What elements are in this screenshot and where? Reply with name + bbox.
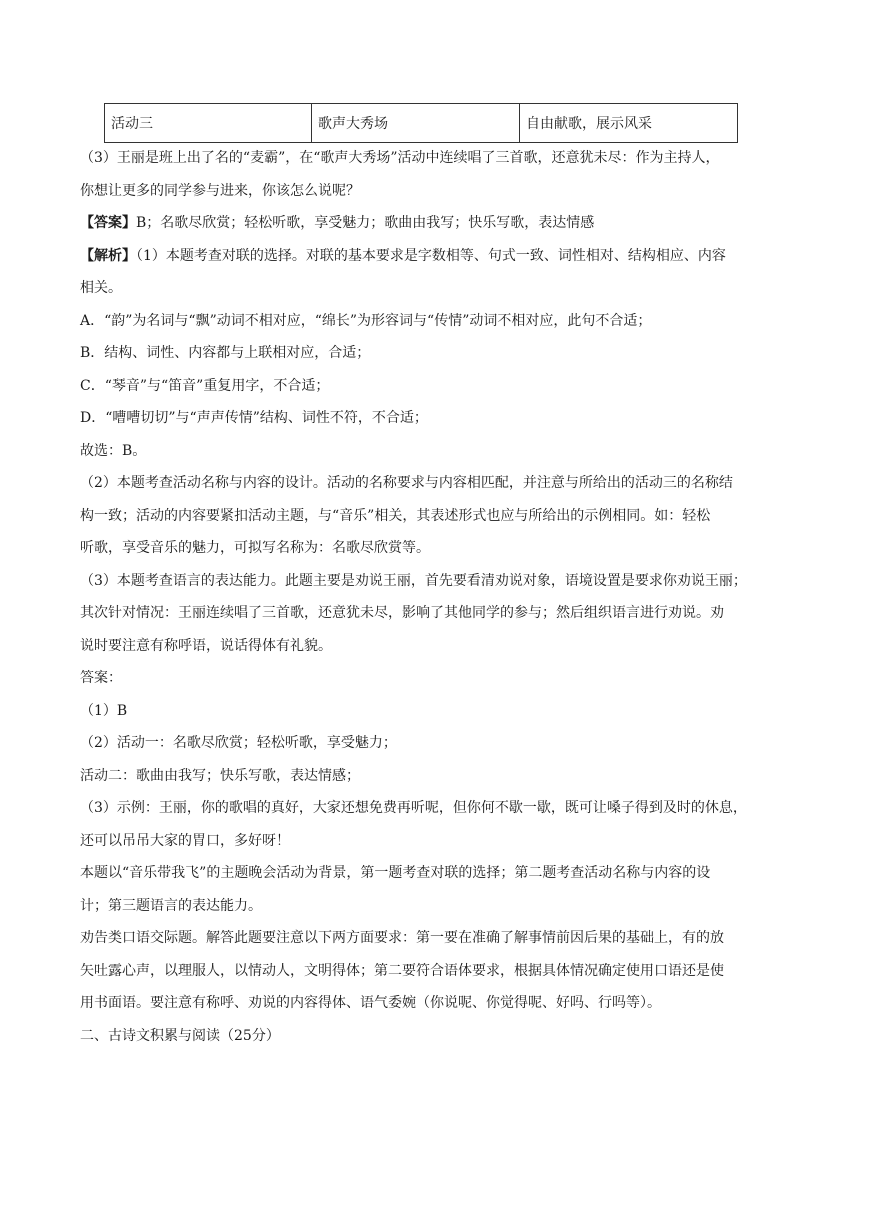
analysis-line-1 bbox=[80, 240, 792, 273]
tip-line-2: 矢吐露心声，以理服人，以情动人，文明得体；第二要符合语体要求，根据具体情况确定使用口语还是使 bbox=[80, 962, 724, 979]
answer-1: （1）B bbox=[80, 702, 128, 719]
table-cell-name: 歌声大秀场 bbox=[312, 104, 520, 143]
summary-line-1: 本题以“音乐带我飞”的主题晚会活动为背景，第一题考查对联的选择；第二题考查活动名称与内容的设 bbox=[80, 865, 711, 881]
tip-line-1: 劝告类口语交际题。解答此题要注意以下两方面要求：第一要在准确了解事情前因后果的基础上，有的放 bbox=[80, 930, 724, 946]
answer-2-activity-2: 活动二：歌曲由我写；快乐写歌，表达情感； bbox=[80, 767, 360, 784]
document-body bbox=[80, 142, 792, 1052]
option-b: B．结构、词性、内容都与上联相对应，合适； bbox=[80, 345, 371, 361]
option-a: A．“韵”为名词与“飘”动词不相对应，“绵长”为形容词与“传情”动词不相对应，此句不合适； bbox=[80, 312, 652, 329]
question-3-line-2: 你想让更多的同学参与进来，你该怎么说呢？ bbox=[80, 182, 360, 199]
answer-heading: 答案： bbox=[80, 670, 122, 686]
analysis-3-line-2: 其次针对情况：王丽连续唱了三首歌，还意犹未尽，影响了其他同学的参与；然后组织语言进行劝说。劝 bbox=[80, 605, 724, 621]
table-cell-content: 自由献歌，展示风采 bbox=[520, 104, 738, 143]
section-heading: 二、古诗文积累与阅读（25分） bbox=[80, 1027, 280, 1044]
analysis-3-line-1: （3）本题考查语言的表达能力。此题主要是劝说王丽，首先要看清劝说对象，语境设置是要求你劝说王丽； bbox=[80, 572, 747, 589]
option-c: C．“琴音”与“笛音”重复用字，不合适； bbox=[80, 377, 330, 394]
tip-line-3: 用书面语。要注意有称呼、劝说的内容得体、语气委婉（你说呢、你觉得呢、好吗、行吗等）。 bbox=[80, 995, 661, 1011]
answer-3-line-1: （3）示例：王丽，你的歌唱的真好，大家还想免费再听呢，但你何不歇一歇，既可让嗓子得到及时的休息， bbox=[80, 800, 747, 816]
analysis-line-2: 相关。 bbox=[80, 280, 122, 296]
activity-table bbox=[104, 103, 738, 143]
question-3-line-1: （3）王丽是班上出了名的“麦霸”，在“歌声大秀场”活动中连续唱了三首歌，还意犹未尽：作为主持人， bbox=[80, 150, 720, 166]
analysis-2-line-1: （2）本题考查活动名称与内容的设计。活动的名称要求与内容相匹配，并注意与所给出的活动三的名称结 bbox=[80, 475, 733, 491]
analysis-label: 【解析】 bbox=[80, 247, 136, 264]
analysis-2-line-2: 构一致；活动的内容要紧扣活动主题，与“音乐”相关，其表述形式也应与所给出的示例相同。如：轻松 bbox=[80, 507, 711, 524]
option-d: D．“嘈嘈切切”与“声声传情”结构、词性不符，不合适； bbox=[80, 410, 428, 426]
table-cell-activity: 活动三 bbox=[105, 104, 312, 143]
answer-2-activity-1: （2）活动一：名歌尽欣赏；轻松听歌，享受魅力； bbox=[80, 735, 397, 751]
answer-label: 【答案】 bbox=[80, 215, 136, 231]
analysis-2-line-3: 听歌，享受音乐的魅力，可拟写名称为：名歌尽欣赏等。 bbox=[80, 540, 430, 556]
choice-line: 故选：B。 bbox=[80, 442, 147, 459]
answer-text: B；名歌尽欣赏；轻松听歌，享受魅力；歌曲由我写；快乐写歌，表达情感 bbox=[136, 215, 595, 231]
analysis-text: （1）本题考查对联的选择。对联的基本要求是字数相等、句式一致、词性相对、结构相应、内容 bbox=[136, 247, 726, 264]
answer-3-line-2: 还可以吊吊大家的胃口，多好呀！ bbox=[80, 832, 290, 849]
table-row bbox=[105, 104, 738, 143]
answer-line bbox=[80, 207, 792, 240]
summary-line-2: 计；第三题语言的表达能力。 bbox=[80, 897, 262, 914]
analysis-3-line-3: 说时要注意有称呼语，说话得体有礼貌。 bbox=[80, 637, 332, 654]
